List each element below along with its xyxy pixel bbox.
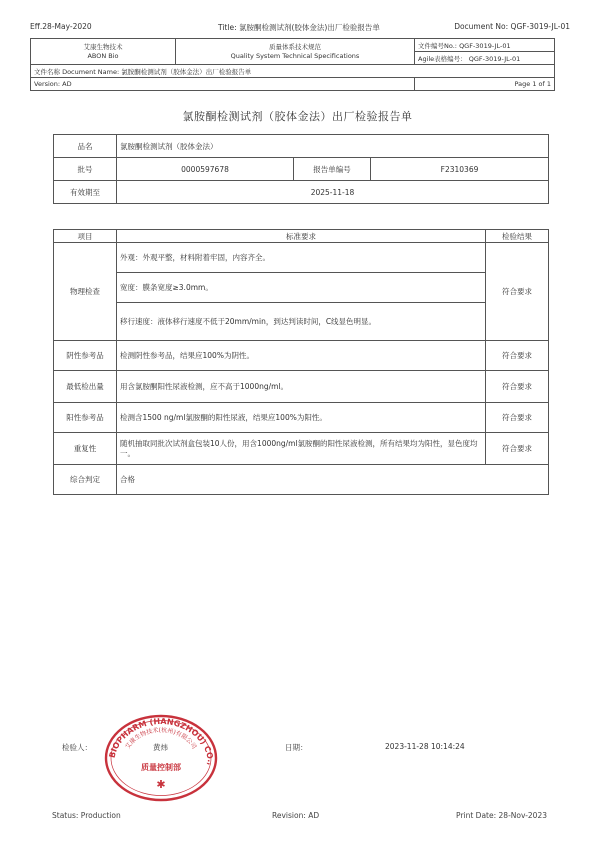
expiry-label: 有效期至 <box>54 181 117 204</box>
form-number-label: Agile表格编号： <box>418 54 467 63</box>
stamp-graphic <box>102 702 220 802</box>
physical-item: 外观：外观平整，材料附着牢固，内容齐全。 <box>117 243 486 273</box>
date-label: 日期： <box>285 743 308 752</box>
spec-en: Quality System Technical Specifications <box>230 51 360 60</box>
footer-status: Status: Production <box>52 811 121 820</box>
form-number-cell <box>415 52 555 65</box>
company-en: ABON Bio <box>87 51 119 60</box>
meta-table <box>30 38 555 91</box>
inspector-label: 检验人： <box>62 743 92 752</box>
stamp-text-en: BIOPHARM (HANGZHOU) CO., <box>107 716 216 766</box>
lot-value: 0000597678 <box>117 158 294 181</box>
stamp-center-text: 质量控制部 <box>141 763 181 772</box>
signature-date: 2023-11-28 10:14:24 <box>385 742 465 751</box>
conclusion-value: 合格 <box>117 465 549 495</box>
effective-date: Eff.28-May-2020 <box>30 22 92 31</box>
row-label: 阳性参考品 <box>54 403 117 433</box>
document-title: Title: 氯胺酮检测试剂(胶体金法)出厂检验报告单 <box>218 23 380 32</box>
document-number: Document No: QGF-3019-JL-01 <box>454 22 570 31</box>
col-header-requirement: 标准要求 <box>117 230 486 243</box>
row-requirement: 随机抽取同批次试剂盒包装10人份，用含1000ng/ml氯胺酮的阳性尿液检测，所有结果均为阳性，显色度均一。 <box>117 433 486 465</box>
col-header-item: 项目 <box>54 230 117 243</box>
row-requirement: 检测含1500 ng/ml氯胺酮的阳性尿液，结果应100%为阳性。 <box>117 403 486 433</box>
row-result: 符合要求 <box>486 403 549 433</box>
info-table <box>53 134 549 204</box>
footer-print-date: Print Date: 28-Nov-2023 <box>456 811 547 820</box>
company-cell <box>31 39 176 65</box>
file-number-label: 文件编号No.: <box>418 41 457 50</box>
company-cn: 艾康生物技术 <box>83 42 123 51</box>
row-result: 符合要求 <box>486 433 549 465</box>
row-result: 符合要求 <box>486 341 549 371</box>
report-number-value: F2310369 <box>371 158 549 181</box>
inspector-name: 黄炜 <box>153 743 168 752</box>
document-name: 文件名称 Document Name: 氯胺酮检测试剂（胶体金法）出厂检验报告单 <box>31 65 555 78</box>
inspection-table <box>53 229 549 495</box>
stamp-text-cn: 艾康生物技术(杭州)有限公司 <box>124 726 198 751</box>
header-line <box>30 22 570 34</box>
physical-label: 物理检查 <box>54 243 117 341</box>
lot-label: 批号 <box>54 158 117 181</box>
footer-revision: Revision: AD <box>272 811 320 820</box>
row-result: 符合要求 <box>486 371 549 403</box>
version: Version: AD <box>31 78 415 91</box>
report-title: 氯胺酮检测试剂（胶体金法）出厂检验报告单 <box>182 110 413 123</box>
conclusion-label: 综合判定 <box>54 465 117 495</box>
physical-result: 符合要求 <box>486 243 549 341</box>
page-number: Page 1 of 1 <box>415 78 555 91</box>
spec-cn: 质量体系技术规范 <box>269 42 321 51</box>
row-label: 阴性参考品 <box>54 341 117 371</box>
product-label: 品名 <box>54 135 117 158</box>
row-requirement: 检测阴性参考品，结果应100%为阴性。 <box>117 341 486 371</box>
form-number: QGF-3019-JL-01 <box>468 54 521 63</box>
report-number-label: 报告单编号 <box>294 158 371 181</box>
file-number-cell <box>415 39 555 52</box>
col-header-result: 检验结果 <box>486 230 549 243</box>
row-label: 最低检出量 <box>54 371 117 403</box>
row-label: 重复性 <box>54 433 117 465</box>
spec-cell <box>176 39 415 65</box>
physical-item: 移行速度：液体移行速度不低于20mm/min，到达判读时间，C线显色明显。 <box>117 303 486 341</box>
star-icon: ✱ <box>156 778 166 791</box>
row-requirement: 用含氯胺酮阳性尿液检测，应不高于1000ng/ml。 <box>117 371 486 403</box>
product-value: 氯胺酮检测试剂（胶体金法） <box>117 135 549 158</box>
file-number: QGF-3019-JL-01 <box>459 41 511 50</box>
footer <box>52 811 547 823</box>
physical-item: 宽度：膜条宽度≥3.0mm。 <box>117 273 486 303</box>
company-stamp <box>102 702 220 802</box>
expiry-value: 2025-11-18 <box>117 181 549 204</box>
